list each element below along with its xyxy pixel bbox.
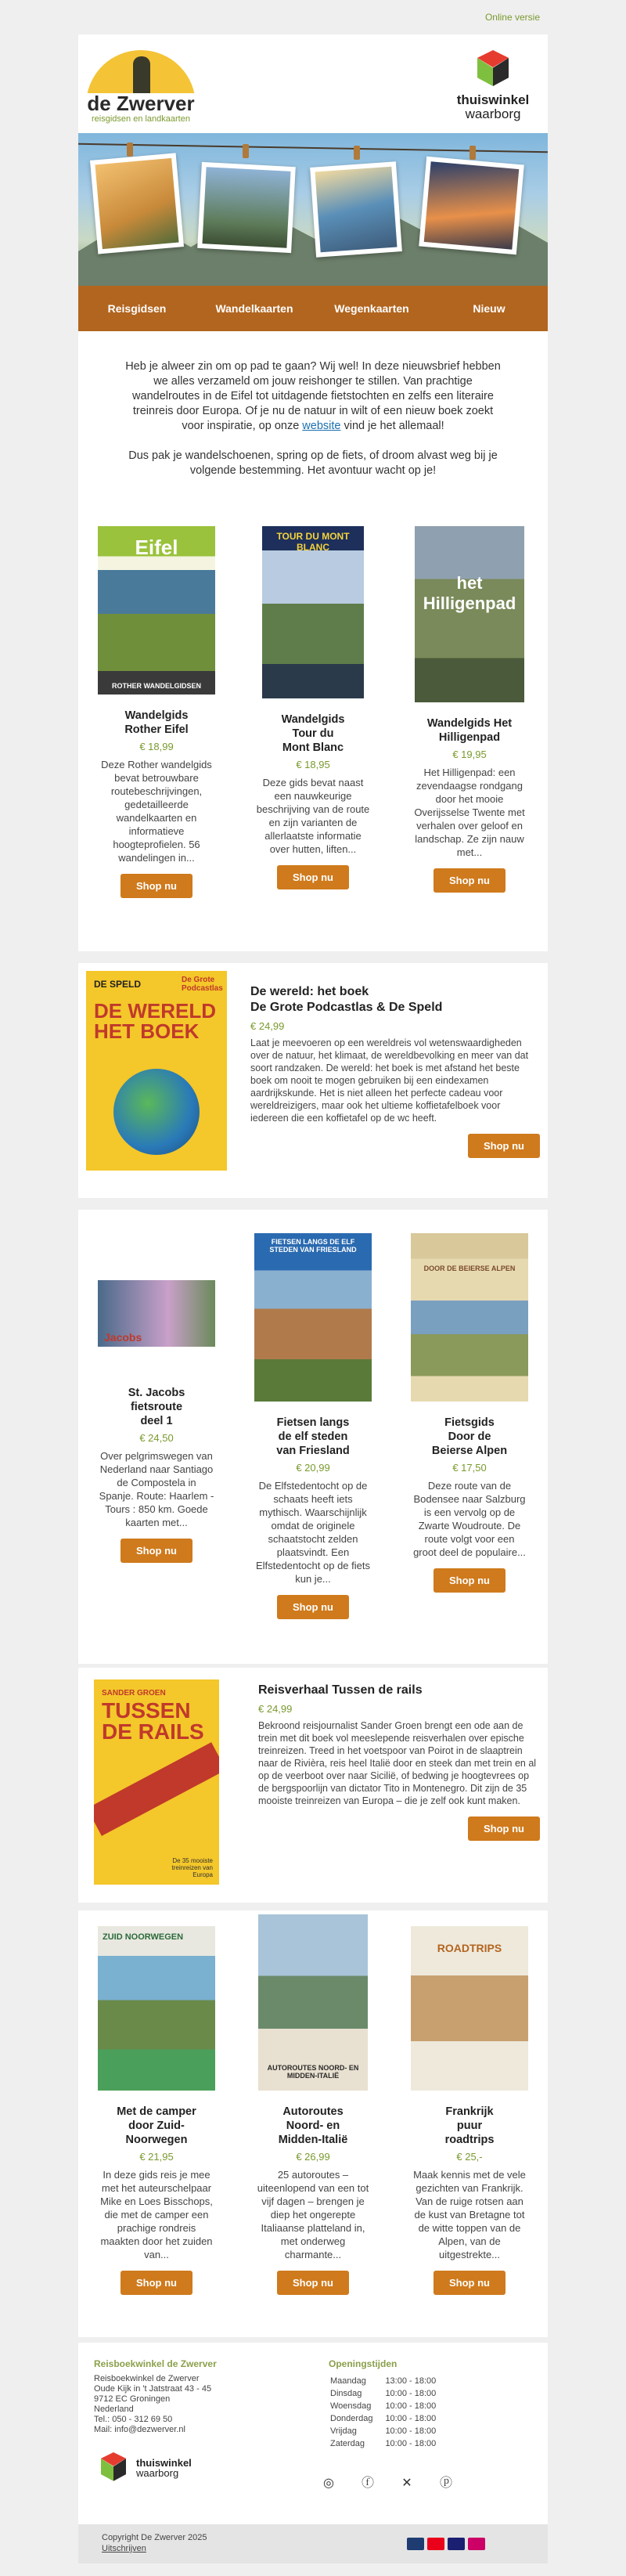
- feature-section-2: [78, 1668, 548, 1903]
- cube-icon: [98, 2452, 129, 2484]
- feature-cover[interactable]: DE SPELD De Grote Podcastlas DE WERELD HET BOEK: [86, 971, 227, 1171]
- copyright-bar: [78, 2524, 548, 2563]
- product-card: [86, 1280, 227, 1563]
- tw-sub: waarborg: [465, 106, 521, 121]
- product-description: Over pelgrimswegen van Nederland naar Santiago de Compostela in Spanje. Route: Haarlem - Tours : 850 km. Goede kaarten met...: [99, 1450, 214, 1528]
- product-cover[interactable]: ZUID NOORWEGEN: [98, 1926, 215, 2091]
- pinterest-icon[interactable]: ⓟ: [439, 2477, 452, 2490]
- product-price: € 17,50: [452, 1462, 487, 1474]
- product-title: Fietsen langs de elf steden van Friesland: [276, 1416, 350, 1457]
- newsletter: [78, 0, 548, 2553]
- product-description: Het Hilligenpad: een zevendaagse rondgang door het mooie Overijsselse Twente met verhalen over geloof en landschap. Ze zijn nauw met...: [414, 767, 525, 858]
- online-version-link[interactable]: Online versie: [484, 12, 540, 23]
- product-card: [243, 526, 383, 889]
- nav-nieuw[interactable]: Nieuw: [473, 302, 505, 315]
- product-price: € 26,99: [296, 2151, 330, 2163]
- product-price: € 25,-: [456, 2151, 483, 2163]
- product-card: [243, 1233, 383, 1619]
- bancontact-icon: [407, 2538, 424, 2550]
- feature-title: De wereld: het boek: [250, 985, 369, 998]
- product-group-2: [78, 1210, 548, 1664]
- feature-description: Bekroond reisjournalist Sander Groen brengt een ode aan de trein met dit boek vol meeslepende reisverhalen over epische treinreizen. Treed in het voetspoor van Poirot in de slaaptrein naar de Rivièra, reis heel Italië door en steek dan met trein en al op de veerboot over naar Sicilië, of bedwing je hoogtevrees op de bergspoorlijn van dictator Tito in Montenegro. Dit zijn de 35 mooiste treinreizen van Europa – die je zelf ook kunt maken.: [258, 1720, 537, 1806]
- feature-subtitle: De Grote Podcastlas & De Speld: [250, 1001, 443, 1014]
- shop-now-button[interactable]: Shop nu: [434, 2271, 505, 2295]
- footer-thuiswinkel-logo[interactable]: thuiswinkel waarborg: [94, 2452, 297, 2484]
- unsubscribe-link[interactable]: Uitschrijven: [102, 2544, 146, 2553]
- product-description: In deze gids reis je mee met het auteurschelpaar Mike en Loes Bisschops, die met de camper een prachige rondreis maakten door het zuiden van...: [100, 2169, 213, 2260]
- product-title: Autoroutes Noord- en Midden-Italië: [278, 2105, 348, 2146]
- product-description: De Elfstedentocht op de schaats heeft iets mythisch. Waarschijnlijk omdat de originele schaatstocht zelden plaatsvindt. Een Elfstedentocht op de fiets kun je...: [256, 1480, 370, 1585]
- product-title: St. Jacobs fietsroute deel 1: [128, 1387, 185, 1427]
- thuiswinkel-logo[interactable]: [446, 50, 540, 121]
- product-card: [399, 526, 540, 893]
- website-link[interactable]: website: [302, 420, 341, 432]
- nav-wandelkaarten[interactable]: Wandelkaarten: [215, 302, 293, 315]
- product-card: [399, 1926, 540, 2295]
- product-description: Deze Rother wandelgids bevat betrouwbare routebeschrijvingen, gedetailleerde wandelkaarten en informatieve hoogteprofielen. 56 wandelingen in...: [101, 759, 212, 864]
- product-title: Frankrijk puur roadtrips: [444, 2105, 495, 2146]
- nav-reisgidsen[interactable]: Reisgidsen: [107, 302, 167, 315]
- product-card: [86, 526, 227, 898]
- hero-banner: [78, 133, 548, 286]
- product-cover[interactable]: Jacobs: [98, 1280, 215, 1347]
- shop-now-button[interactable]: Shop nu: [434, 1568, 505, 1593]
- tw-name: thuiswinkel: [456, 92, 530, 107]
- feature-title: Reisverhaal Tussen de rails: [258, 1683, 423, 1697]
- product-cover[interactable]: TOUR DU MONT BLANC: [262, 526, 364, 698]
- product-description: 25 autoroutes – uiteenlopend van een tot vijf dagen – brengen je diep het ongerepte Italiaanse platteland in, met onderweg charmante...: [257, 2169, 369, 2260]
- product-cover[interactable]: AUTOROUTES NOORD- EN MIDDEN-ITALIË: [258, 1914, 368, 2091]
- product-cover[interactable]: het Hilligenpad: [415, 526, 524, 702]
- shop-now-button[interactable]: Shop nu: [277, 1595, 349, 1619]
- product-card: [243, 1914, 383, 2295]
- product-price: € 18,99: [139, 741, 174, 752]
- intro: [78, 331, 548, 482]
- feature-price: € 24,99: [258, 1703, 293, 1715]
- product-price: € 21,95: [139, 2151, 174, 2163]
- product-cover[interactable]: FIETSEN LANGS DE ELF STEDEN VAN FRIESLAND: [254, 1233, 372, 1402]
- store-address: Reisboekwinkel de Zwerver Oude Kijk in 't Jatstraat 43 - 45 9712 EC Groningen Nederland Tel.: 050 - 312 69 50 Mail: info@dezwerver.nl: [94, 2374, 297, 2435]
- shop-now-button[interactable]: Shop nu: [468, 1134, 540, 1158]
- footer: [78, 2343, 548, 2524]
- shop-now-button[interactable]: Shop nu: [121, 1539, 192, 1563]
- product-title: Met de camper door Zuid-Noorwegen: [117, 2105, 196, 2146]
- feature-section-1: [78, 963, 548, 1198]
- header: [78, 34, 548, 133]
- product-cover[interactable]: ROADTRIPS: [411, 1926, 528, 2091]
- feature-price: € 24,99: [250, 1020, 285, 1032]
- product-group-3: [78, 1910, 548, 2337]
- product-title: Wandelgids Tour du Mont Blanc: [281, 713, 345, 754]
- product-description: Deze route van de Bodensee naar Salzburg is een vervolg op de Zwarte Woudroute. De route volgt voor een groot deel de populaire...: [413, 1480, 526, 1558]
- copyright-text: Copyright De Zwerver 2025: [102, 2533, 207, 2542]
- visa-icon: [448, 2538, 465, 2550]
- logo-subtitle: reisgidsen en landkaarten: [92, 114, 190, 124]
- product-description: Deze gids bevat naast een nauwkeurige beschrijving van de route en zijn varianten de allerlaatste informatie over hutten, liften...: [256, 777, 370, 855]
- product-cover[interactable]: Eifel ROTHER WANDELGIDSEN: [98, 526, 215, 695]
- intro-paragraph-1: Heb je alweer zin om op pad te gaan? Wij wel! In deze nieuwsbrief hebben we alles verzameld om jouw reishonger te stillen. Van prachtige wandelroutes in de Eifel tot uitdagende fietstochten en zelfs een literaire treinreis door Europa. Of je nu de natuur in wilt of een nieuw boek zoekt voor inspiratie, op onze website vind je het allemaal!: [125, 360, 501, 432]
- topbar: [78, 0, 548, 34]
- shop-now-button[interactable]: Shop nu: [468, 1817, 540, 1841]
- product-price: € 18,95: [296, 759, 330, 770]
- cube-icon: [473, 50, 513, 89]
- product-price: € 20,99: [296, 1462, 330, 1474]
- logo-name: de Zwerver: [87, 92, 195, 115]
- product-price: € 19,95: [452, 749, 487, 760]
- feature-description: Laat je meevoeren op een wereldreis vol wetenswaardigheden over de natuur, het klimaat, de wereldbevolking en meer van dat soort randzaken. De wereld: het boek is met afstand het beste boek om nooit te mogen gebruiken bij een eindexamen aardrijkskunde. Het is niet alleen het perfecte cadeau voor wereldreizigers, maar ook het ultieme koffietafelboek voor iedereen die een koffietafel op de wc heeft.: [250, 1037, 529, 1124]
- facebook-icon[interactable]: ⓕ: [361, 2477, 374, 2490]
- shop-now-button[interactable]: Shop nu: [121, 2271, 192, 2295]
- product-title: Fietsgids Door de Beierse Alpen: [431, 1416, 508, 1457]
- email-link[interactable]: Mail: info@dezwerver.nl: [94, 2425, 185, 2434]
- nav-wegenkaarten[interactable]: Wegenkaarten: [334, 302, 409, 315]
- product-price: € 24,50: [139, 1432, 174, 1444]
- payment-icons: [407, 2538, 485, 2550]
- product-cover[interactable]: DOOR DE BEIERSE ALPEN: [411, 1233, 528, 1402]
- product-card: [399, 1233, 540, 1593]
- product-title: Wandelgids Het Hilligenpad: [426, 717, 513, 744]
- hours-title: Openingstijden: [329, 2358, 398, 2369]
- social-links: [321, 2476, 454, 2491]
- product-card: [86, 1926, 227, 2295]
- shop-now-button[interactable]: Shop nu: [121, 874, 192, 898]
- mastercard-icon: [427, 2538, 444, 2550]
- zwerver-logo[interactable]: [86, 50, 196, 124]
- shop-now-button[interactable]: Shop nu: [277, 865, 349, 889]
- hours-table: Maandag 13:00 - 18:00 Dinsdag 10:00 - 18:00 Woensdag 10:00 - 18:00 Donderdag 10:00 - 18:00 Vrijdag 10:00 - 18:00 Zaterdag 10:00 - 18:00: [330, 2376, 437, 2448]
- instagram-icon[interactable]: ◎: [323, 2477, 334, 2490]
- shop-now-button[interactable]: Shop nu: [277, 2271, 349, 2295]
- shop-now-button[interactable]: Shop nu: [434, 868, 505, 893]
- main-nav: [78, 286, 548, 331]
- x-icon[interactable]: ✕: [401, 2477, 412, 2490]
- product-group-1: [78, 482, 548, 951]
- intro-paragraph-2: Dus pak je wandelschoenen, spring op de fiets, of droom alvast weg bij je volgende bestemming. Het avontuur wacht op je!: [128, 449, 498, 477]
- feature-cover[interactable]: SANDER GROEN TUSSEN DE RAILS De 35 mooiste treinreizen van Europa: [94, 1679, 219, 1885]
- product-description: Maak kennis met de vele gezichten van Frankrijk. Van de ruige rotsen aan de kust van Bretagne tot de witte toppen van de Alpen, van de uitgestrekte...: [413, 2169, 526, 2260]
- ideal-icon: [468, 2538, 485, 2550]
- store-title: Reisboekwinkel de Zwerver: [94, 2358, 217, 2369]
- product-title: Wandelgids Rother Eifel: [124, 709, 189, 736]
